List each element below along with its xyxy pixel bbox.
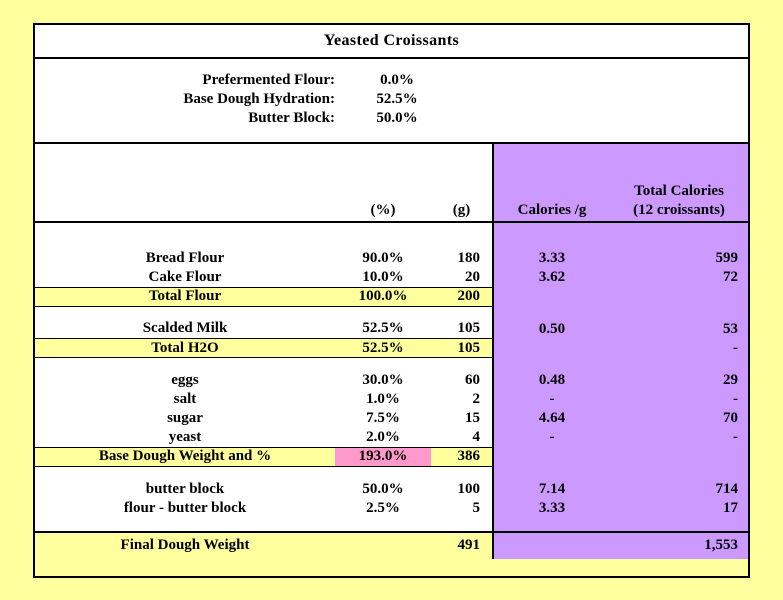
parameter-row — [35, 71, 748, 90]
table-row — [35, 480, 748, 499]
table-row — [35, 499, 748, 518]
table-row — [35, 409, 748, 428]
table-row — [35, 371, 748, 390]
spacer-cell — [35, 466, 335, 480]
header-total-calories-line2: (12 croissants) — [610, 200, 748, 222]
ingredient-calories-per-gram: 3.33 — [493, 249, 610, 268]
spacer-row — [35, 358, 748, 372]
ingredient-total-calories: 17 — [610, 499, 748, 518]
table-row — [35, 320, 748, 339]
spacer-cell — [610, 358, 748, 372]
table-row-total-flour — [35, 287, 748, 306]
header-percent: (%) — [335, 200, 431, 222]
ingredient-total-calories: - — [610, 428, 748, 447]
ingredient-total-calories: 70 — [610, 409, 748, 428]
parameter-spacer — [445, 90, 748, 109]
ingredient-grams: 15 — [465, 410, 480, 426]
base-dough-grams: 386 — [431, 447, 493, 466]
ingredient-percent: 2.0% — [366, 428, 400, 445]
table-row — [35, 249, 748, 268]
table-header-row-2 — [35, 200, 748, 222]
parameter-row — [35, 109, 748, 128]
ingredient-name: salt — [173, 391, 197, 407]
ingredient-total-calories: 714 — [610, 480, 748, 499]
ingredient-grams: 100 — [457, 480, 480, 497]
parameter-spacer — [445, 109, 748, 128]
total-flour-grams: 200 — [431, 287, 493, 306]
spacer-cell — [431, 222, 493, 236]
spacer-cell — [431, 518, 493, 531]
header-calories-per-gram: Calories /g — [493, 200, 610, 222]
final-dough-grams: 491 — [457, 537, 480, 553]
ingredient-total-calories: - — [610, 390, 748, 409]
ingredient-percent: 50.0% — [362, 480, 404, 497]
parameters-band — [35, 59, 748, 144]
spacer-cell — [610, 518, 748, 531]
final-dough-total-calories: 1,553 — [610, 533, 748, 559]
ingredient-name: Scalded Milk — [142, 320, 228, 337]
parameter-value: 0.0% — [380, 72, 414, 88]
ingredient-percent: 52.5% — [362, 320, 404, 337]
base-dough-label: Base Dough Weight and % — [35, 447, 335, 466]
ingredient-calories-per-gram: 0.50 — [493, 320, 610, 339]
ingredient-grams: 5 — [472, 499, 480, 516]
spacer-cell — [335, 222, 431, 236]
spacer-cell — [335, 518, 431, 531]
table-row — [35, 268, 748, 287]
ingredient-name: eggs — [171, 372, 199, 388]
spacer-cell — [335, 236, 431, 249]
spacer-cell — [335, 358, 431, 372]
spacer-cell — [431, 306, 493, 320]
spacer-cell — [610, 306, 748, 320]
parameter-row — [35, 90, 748, 109]
ingredient-calories-per-gram: 7.14 — [493, 480, 610, 499]
base-dough-total-calories — [610, 447, 748, 466]
spacer-cell — [335, 306, 431, 320]
ingredient-calories-per-gram: 4.64 — [493, 409, 610, 428]
ingredient-name: butter block — [145, 480, 225, 497]
ingredient-percent: 90.0% — [362, 250, 404, 266]
final-dough-calories-per-gram — [493, 533, 610, 559]
parameter-value: 52.5% — [376, 91, 418, 107]
ingredient-grams: 20 — [465, 268, 480, 285]
total-water-total-calories: - — [610, 339, 748, 358]
ingredient-percent: 1.0% — [366, 391, 400, 407]
ingredients-table — [35, 144, 748, 531]
ingredient-name: yeast — [168, 428, 202, 445]
header-total-calories-line1: Total Calories — [610, 144, 748, 200]
spacer-cell — [431, 466, 493, 480]
parameter-label: Prefermented Flour: — [202, 72, 335, 88]
ingredient-grams: 105 — [457, 320, 480, 337]
ingredient-name: sugar — [167, 410, 203, 426]
spacer-cell — [431, 236, 493, 249]
total-flour-label: Total Flour — [35, 287, 335, 306]
base-dough-calories-per-gram — [493, 447, 610, 466]
ingredient-percent: 30.0% — [362, 372, 404, 388]
header-grams: (g) — [431, 200, 493, 222]
header-blank-pct — [335, 144, 431, 200]
final-dough-label: Final Dough Weight — [120, 537, 250, 553]
table-row — [35, 390, 748, 409]
ingredient-name: Bread Flour — [145, 250, 225, 266]
title-band — [35, 25, 748, 59]
ingredient-grams: 60 — [465, 372, 480, 388]
ingredient-calories-per-gram: 0.48 — [493, 371, 610, 390]
total-water-grams: 105 — [431, 339, 493, 358]
ingredient-calories-per-gram: - — [493, 428, 610, 447]
base-dough-percent: 193.0% — [335, 447, 431, 466]
total-flour-total-calories — [610, 287, 748, 306]
spacer-row — [35, 236, 748, 249]
ingredient-total-calories: 599 — [610, 249, 748, 268]
spacer-cell — [35, 306, 335, 320]
ingredient-calories-per-gram: 3.62 — [493, 268, 610, 287]
header-blank — [35, 144, 335, 200]
total-water-percent: 52.5% — [335, 339, 431, 358]
ingredient-grams: 180 — [457, 250, 480, 266]
table-header-row-1 — [35, 144, 748, 200]
spacer-cell — [35, 358, 335, 372]
header-blank-g — [431, 144, 493, 200]
table-row — [35, 428, 748, 447]
page-title: Yeasted Croissants — [323, 32, 460, 49]
table-row-total-water — [35, 339, 748, 358]
spacer-row — [35, 518, 748, 531]
ingredient-percent: 10.0% — [362, 268, 404, 285]
ingredient-name: flour - butter block — [123, 499, 247, 516]
parameter-label: Base Dough Hydration: — [183, 91, 335, 107]
ingredient-calories-per-gram: - — [493, 390, 610, 409]
spacer-cell — [610, 222, 748, 236]
spacer-cell — [35, 236, 335, 249]
header-name — [35, 200, 335, 222]
spacer-cell — [610, 236, 748, 249]
final-row — [35, 533, 748, 559]
ingredient-calories-per-gram: 3.33 — [493, 499, 610, 518]
total-flour-calories-per-gram — [493, 287, 610, 306]
ingredient-percent: 2.5% — [366, 499, 400, 516]
table-row-base-dough — [35, 447, 748, 466]
total-water-calories-per-gram — [493, 339, 610, 358]
final-dough-percent — [335, 533, 431, 559]
spacer-cell — [493, 306, 610, 320]
spacer-cell — [493, 466, 610, 480]
spacer-cell — [493, 222, 610, 236]
spacer-cell — [35, 518, 335, 531]
ingredient-name: Cake Flour — [148, 268, 222, 285]
spacer-cell — [493, 236, 610, 249]
spacer-row — [35, 306, 748, 320]
spacer-row — [35, 466, 748, 480]
parameter-label: Butter Block: — [248, 110, 335, 126]
spacer-row — [35, 222, 748, 236]
parameter-spacer — [445, 71, 748, 90]
parameter-value: 50.0% — [376, 110, 418, 126]
ingredient-grams: 4 — [472, 428, 480, 445]
spacer-cell — [335, 466, 431, 480]
spacer-cell — [493, 358, 610, 372]
spacer-cell — [431, 358, 493, 372]
total-flour-percent: 100.0% — [335, 287, 431, 306]
recipe-sheet — [33, 23, 750, 578]
ingredient-percent: 7.5% — [366, 410, 400, 426]
header-blank-calories — [493, 144, 610, 200]
ingredient-total-calories: 53 — [610, 320, 748, 339]
final-dough-band — [35, 531, 748, 559]
ingredient-total-calories: 29 — [610, 371, 748, 390]
total-water-label: Total H2O — [35, 339, 335, 358]
spacer-cell — [610, 466, 748, 480]
ingredient-total-calories: 72 — [610, 268, 748, 287]
ingredient-grams: 2 — [472, 391, 480, 407]
spacer-cell — [493, 518, 610, 531]
spacer-cell — [35, 222, 335, 236]
